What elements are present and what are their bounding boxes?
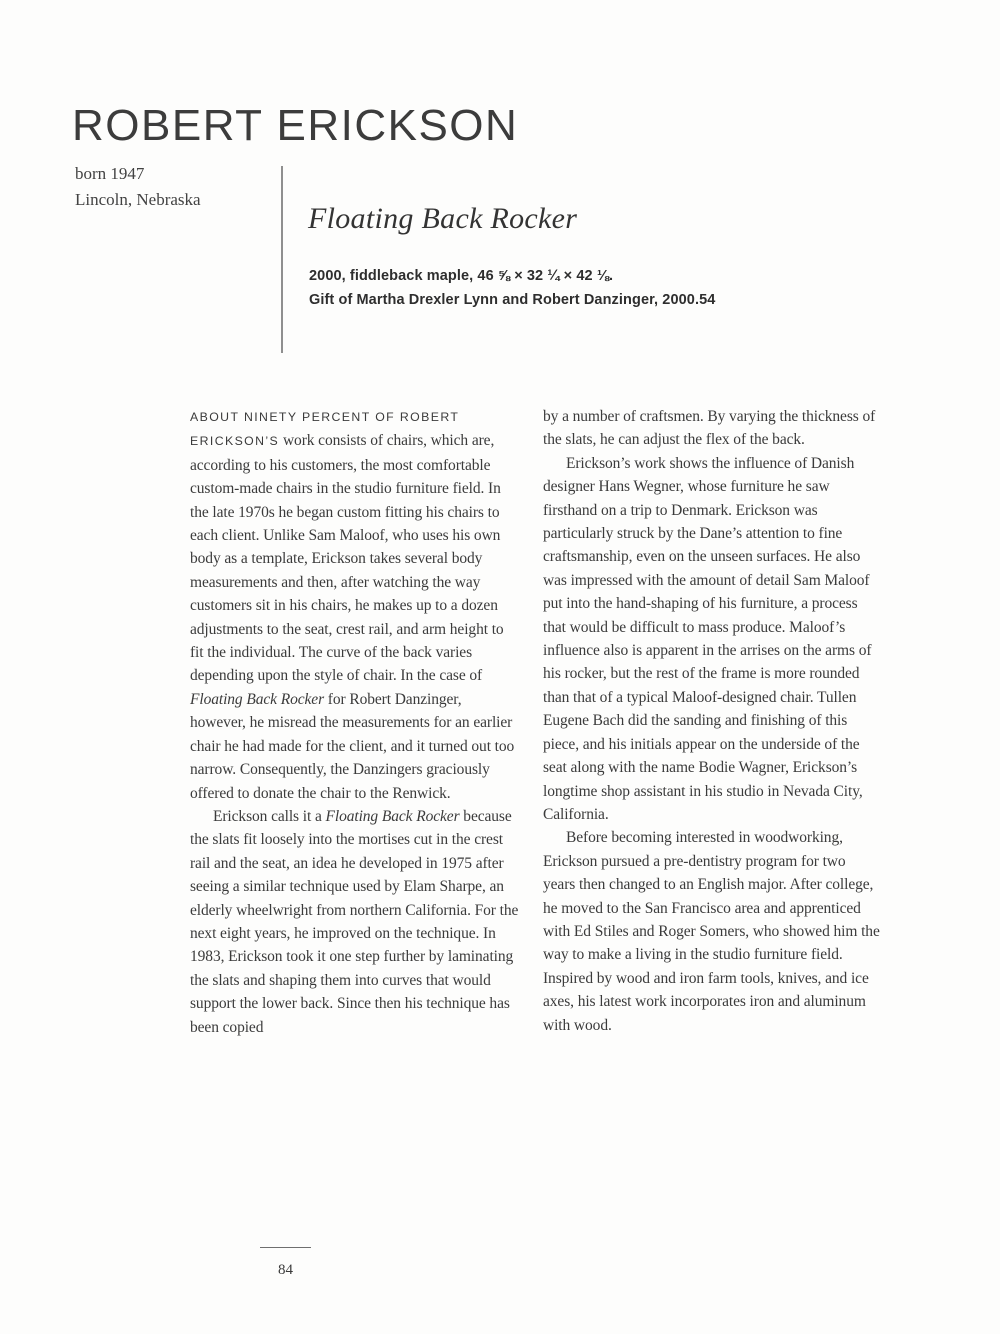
paragraph [190,405,520,805]
text-segment-italic: Floating Back Rocker [325,807,460,825]
artwork-caption [309,264,715,312]
artwork-caption-credit: Gift of Martha Drexler Lynn and Robert Danzinger, 2000.54 [309,292,716,308]
text-segment-italic: Floating Back Rocker [190,690,325,708]
footer-rule [260,1247,311,1248]
article-column-left [190,405,520,1039]
article-column-right [543,405,880,1039]
paragraph [543,405,880,452]
artwork-caption-materials: 2000, fiddleback maple, 46 ⅝ × 32 ¼ × 42 ⅛. [309,268,614,284]
page-number: 84 [278,1262,293,1278]
paragraph [543,826,880,1037]
text-segment: work consists of chairs, which are, according to his customers, the most comfortable custom-made chairs in the studio furniture field. In the late 1970s he began custom fitting his chairs to each client. Unlike Sam Maloof, who uses his own body as a template, Erickson takes several body measurements and then, after watching the way customers sit in his chairs, he makes up to a dozen adjustments to the seat, crest rail, and arm height to fit the individual. The curve of the back varies depending upon the style of chair. In the case of [190,432,504,685]
article-body [190,405,880,1039]
text-segment: Erickson’s work shows the influence of Danish designer Hans Wegner, whose furniture he saw firsthand on a trip to Denmark. Erickson was particularly struck by the Dane’s attention to fine craftsmanship, even on the unseen surfaces. He also was impressed with the amount of detail Sam Maloof put into the hand-shaping of his furniture, a process that would be difficult to mass produce. Maloof’s influence also is apparent in the arrises on the arms of his rocker, but the rest of the frame is more rounded than that of a typical Maloof-designed chair. Tullen Eugene Bach did the sanding and finishing of this piece, and his initials appear on the underside of the seat along with the name Bodie Wagner, Erickson’s longtime shop assistant in his studio in Nevada City, California. [543,454,872,823]
text-segment: Before becoming interested in woodworking, Erickson pursued a pre-dentistry program for two years then changed to an English major. After college, he moved to the San Francisco area and apprenticed with Ed Stiles and Roger Somers, who showed him the way to make a living in the studio furniture field. Inspired by wood and iron farm tools, knives, and ice axes, his latest work incorporates iron and aluminum with wood. [543,829,880,1034]
text-segment: because the slats fit loosely into the mortises cut in the crest rail and the seat, an idea he developed in 1975 after seeing a similar technique used by Elam Sharpe, an elderly wheelwright from northern California. For the next eight years, he improved on the technique. In 1983, Erickson took it one step further by laminating the slats and shaping them into curves that would support the lower back. Since then his technique has been copied [190,807,519,1036]
text-segment: by a number of craftsmen. By varying the thickness of the slats, he can adjust the flex of the back. [543,408,876,449]
paragraph [543,452,880,827]
artist-birth-year: born 1947 [75,164,145,183]
artist-meta [75,161,201,213]
paragraph [190,805,520,1039]
text-segment-smallcaps: ABOUT NINETY PERCENT OF ROBERT ERICKSON’S [190,410,460,449]
text-segment: Erickson calls it a [213,807,326,825]
artist-birthplace: Lincoln, Nebraska [75,190,201,209]
artist-name: ROBERT ERICKSON [72,101,519,150]
text-segment: for Robert Danzinger, however, he misread the measurements for an earlier chair he had made for the client, and it turned out too narrow. Consequently, the Danzingers graciously offered to donate the chair to the Renwick. [190,690,515,802]
vertical-divider [281,166,283,353]
artwork-title: Floating Back Rocker [308,202,578,235]
